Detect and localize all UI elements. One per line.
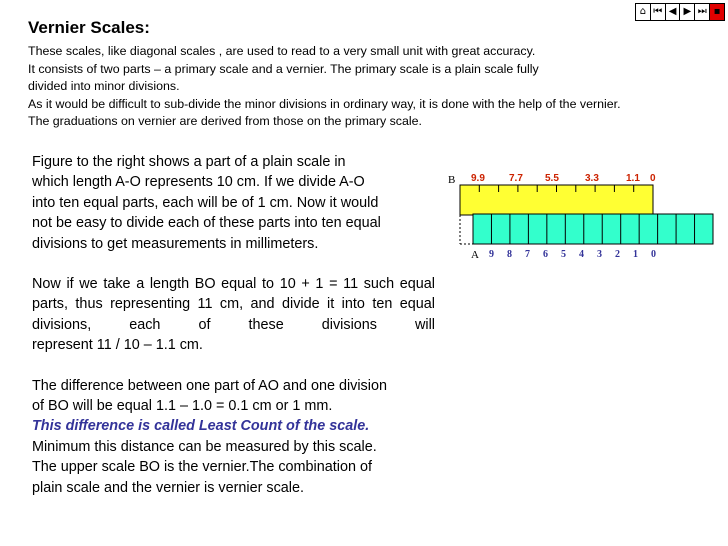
point-b-label: B	[448, 174, 456, 186]
paragraph-plain-scale	[32, 152, 435, 254]
main-scale-value-label: 4	[579, 249, 584, 260]
text-line: not be easy to divide each of these parts into ten equal	[32, 215, 381, 232]
prev-page-button[interactable]	[666, 4, 681, 20]
main-scale-value-label: 2	[615, 249, 620, 260]
text-line: which length A-O represents 10 cm. If we divide A-O	[32, 174, 365, 191]
vernier-value-label: 0	[650, 173, 656, 184]
text-line: of BO will be equal 1.1 – 1.0 = 0.1 cm or 1 mm.	[32, 398, 333, 415]
text-line: Figure to the right shows a part of a plain scale in	[32, 154, 346, 170]
text-line: The upper scale BO is the vernier.The combination of	[32, 459, 372, 476]
first-page-button[interactable]	[651, 4, 666, 20]
page-title: Vernier Scales:	[28, 18, 150, 37]
navigation-toolbar	[635, 3, 725, 21]
main-scale-bar	[473, 214, 713, 244]
vernier-value-label: 3.3	[585, 173, 599, 184]
exit-button[interactable]	[710, 4, 724, 20]
last-page-button[interactable]	[695, 4, 710, 20]
main-scale-value-label: 5	[561, 249, 566, 260]
intro-line: It consists of two parts – a primary scale and a vernier. The primary scale is a plain scale fully	[28, 61, 539, 76]
intro-line: These scales, like diagonal scales , are used to read to a very small unit with great accuracy.	[28, 44, 536, 58]
text-line: into ten equal parts, each will be of 1 cm. Now it would	[32, 194, 379, 211]
text-line: The difference between one part of AO and one division	[32, 377, 387, 394]
text-line: divisions to get measurements in millimeters.	[32, 235, 319, 252]
paragraph-vernier-length	[32, 274, 435, 356]
vernier-scale-figure	[440, 168, 720, 268]
next-page-icon: ▶	[683, 6, 692, 17]
vernier-value-label: 9.9	[471, 173, 485, 184]
vernier-value-label: 7.7	[509, 173, 523, 184]
home-button[interactable]	[636, 4, 651, 20]
vernier-value-label: 1.1	[626, 173, 640, 184]
main-scale-value-label: 3	[597, 249, 602, 260]
intro-line: As it would be difficult to sub-divide the minor divisions in ordinary way, it is done with the help of the vernier.	[28, 96, 621, 111]
main-scale-value-label: 7	[525, 249, 530, 260]
main-scale-value-label: 1	[633, 249, 638, 260]
last-page-icon: ⏭	[697, 6, 707, 17]
text-block: Now if we take a length BO equal to 10 + 1 = 11 such equal parts, thus representing 11 cm, and divide it into ten equal divisions, each of these divisions will	[32, 276, 435, 333]
main-scale-value-label: 0	[651, 249, 656, 260]
exit-icon: ▪	[713, 6, 721, 17]
least-count-highlight: This difference is called Least Count of the scale.	[32, 418, 370, 435]
text-line: Minimum this distance can be measured by this scale.	[32, 438, 377, 455]
intro-text	[28, 43, 718, 131]
next-page-button[interactable]	[680, 4, 695, 20]
point-a-label: A	[471, 249, 479, 261]
first-page-icon: ⏮	[653, 6, 663, 17]
text-line: plain scale and the vernier is vernier scale.	[32, 479, 304, 496]
vernier-scale-diagram	[440, 168, 720, 268]
prev-page-icon: ◀	[668, 6, 677, 17]
vernier-value-label: 5.5	[545, 173, 559, 184]
paragraph-least-count	[32, 376, 435, 498]
main-scale-value-label: 6	[543, 249, 548, 260]
home-icon: ⌂	[639, 6, 647, 17]
intro-line: divided into minor divisions.	[28, 79, 180, 94]
explanation-text	[32, 152, 435, 498]
intro-line: The graduations on vernier are derived from those on the primary scale.	[28, 114, 422, 129]
main-scale-value-label: 9	[489, 249, 494, 260]
text-line: represent 11 / 10 – 1.1 cm.	[32, 337, 203, 354]
main-scale-value-label: 8	[507, 249, 512, 260]
